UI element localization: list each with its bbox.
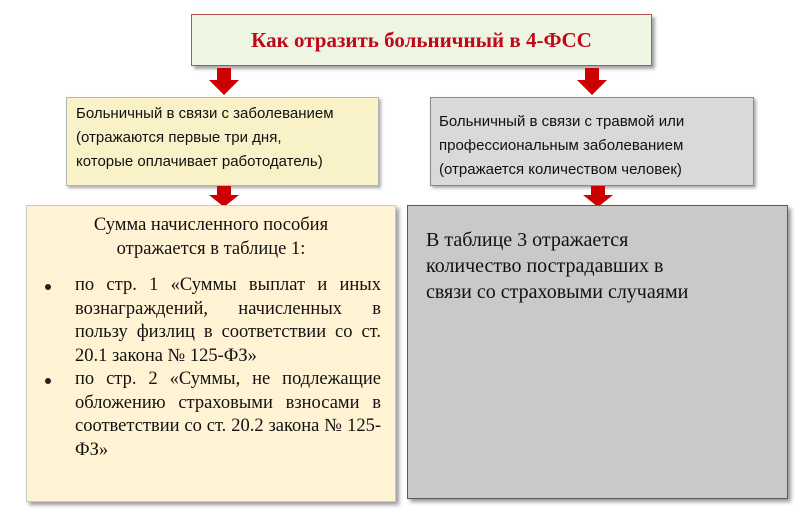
- arrow-to-right-header: [577, 68, 607, 96]
- benefit-amount-intro-line: Сумма начисленного пособия: [93, 215, 329, 235]
- sick-leave-injury-line: Больничный в связи с травмой или: [439, 113, 685, 130]
- benefit-amount-box: [26, 205, 396, 502]
- benefit-lines-list: [41, 274, 381, 462]
- benefit-amount-intro-line: отражается в таблице 1:: [116, 238, 306, 259]
- sick-leave-illness-line: которые оплачивает работодатель): [76, 153, 323, 170]
- sick-leave-injury-line: (отражается количеством человек): [439, 161, 682, 178]
- diagram-title-text: Как отразить больничный в 4-ФСС: [251, 27, 592, 52]
- sick-leave-illness-line: Больничный в связи с заболеванием: [76, 105, 334, 122]
- sick-leave-illness-line: (отражаются первые три дня,: [76, 129, 282, 146]
- sick-leave-injury-box: [430, 97, 754, 186]
- table-3-box: [407, 205, 788, 499]
- sick-leave-illness-box: [66, 97, 379, 186]
- table-3-line: связи со страховыми случаями: [426, 281, 689, 303]
- list-item: по стр. 2 «Суммы, не подлежащие обложению страховыми взносами в соответствии со ст. 20.2 закона № 125-ФЗ»: [41, 368, 381, 462]
- table-3-line: количество пострадавших в: [426, 255, 664, 277]
- diagram-title: [191, 14, 652, 66]
- list-item: по стр. 1 «Суммы выплат и иных вознаграждений, начисленных в пользу физлиц в соответствии со ст. 20.1 закона № 125-ФЗ»: [41, 274, 381, 368]
- arrow-to-left-header: [209, 68, 239, 96]
- benefit-amount-intro: [41, 214, 381, 261]
- sick-leave-injury-line: профессиональным заболеванием: [439, 137, 684, 154]
- table-3-line: В таблице 3 отражается: [426, 229, 629, 251]
